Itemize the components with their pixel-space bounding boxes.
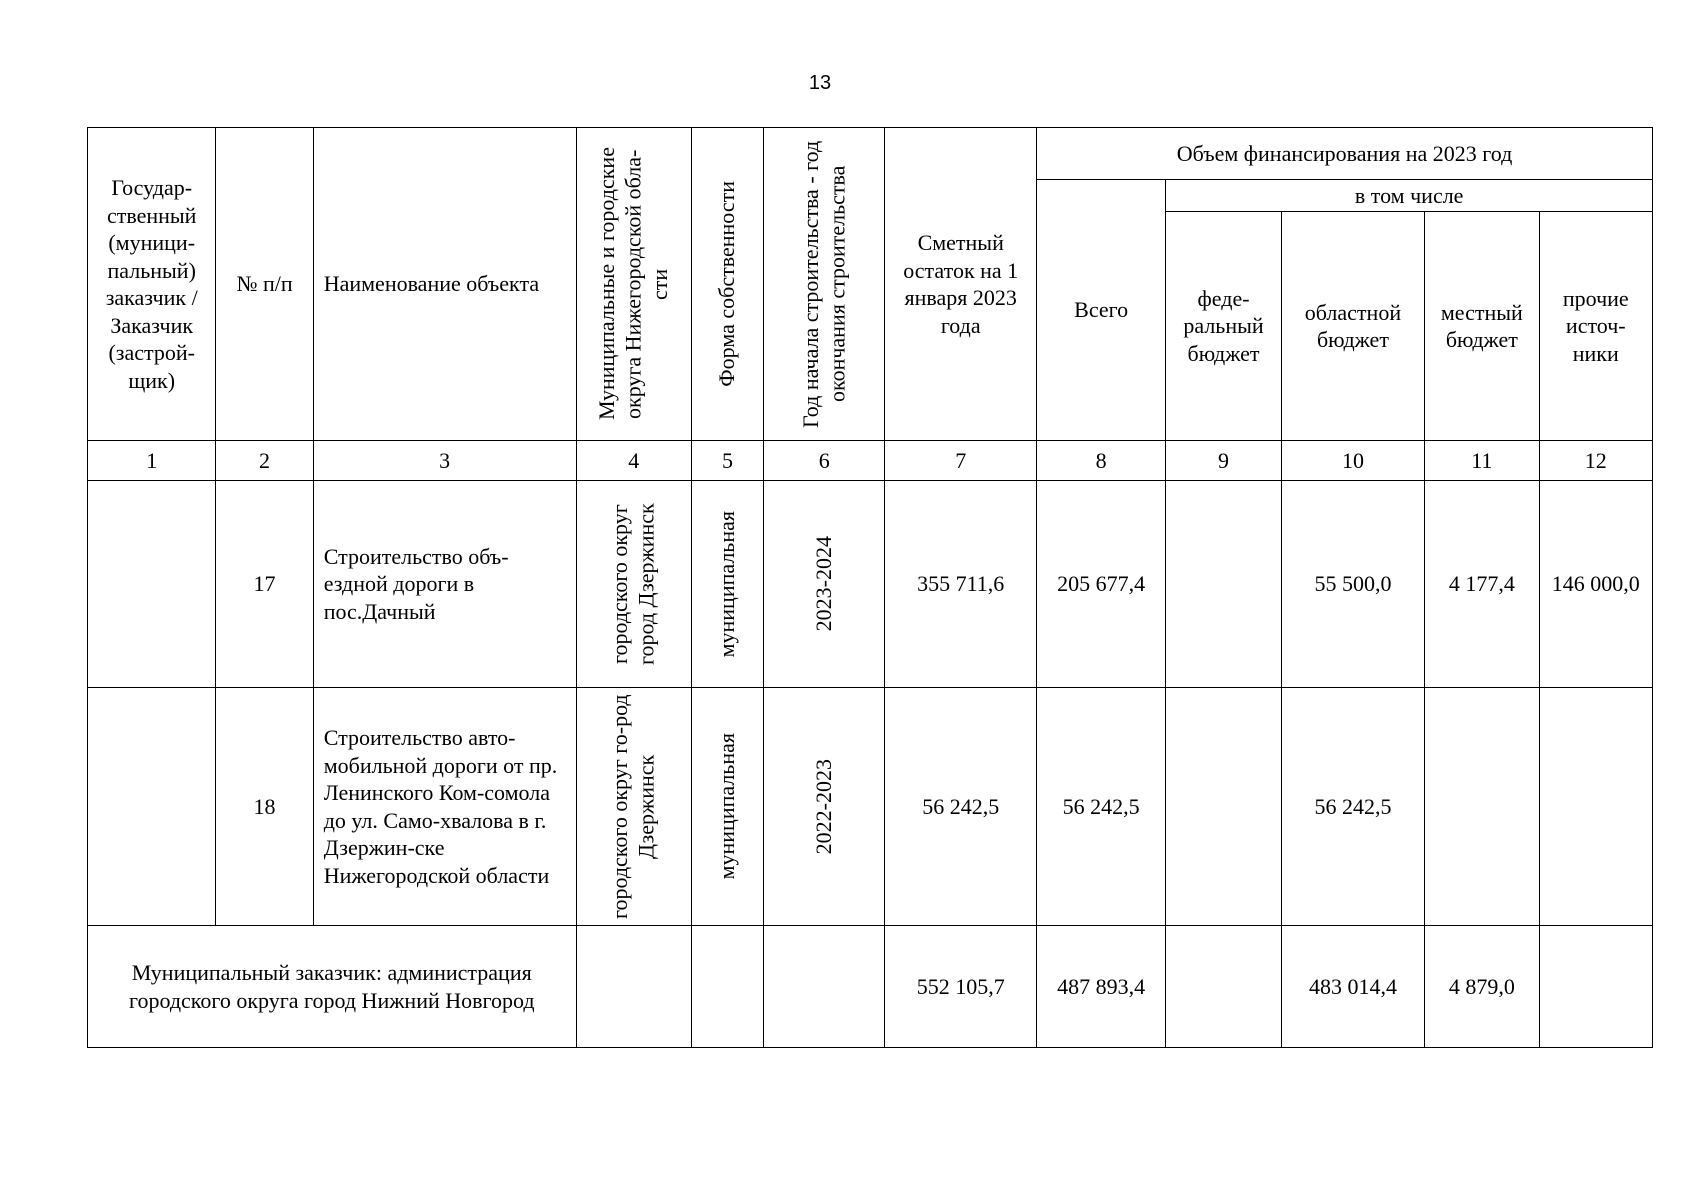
header-object-name: Наименование объекта bbox=[313, 128, 576, 441]
header-total: Всего bbox=[1036, 180, 1165, 441]
cell-customer bbox=[88, 688, 216, 926]
column-number: 5 bbox=[691, 441, 763, 481]
cell-ownership-text: муниципальная bbox=[714, 733, 740, 880]
table-row bbox=[88, 481, 1653, 688]
header-regional-budget: областной бюджет bbox=[1281, 212, 1424, 441]
summary-local: 4 879,0 bbox=[1425, 926, 1539, 1048]
summary-row bbox=[88, 926, 1653, 1048]
header-federal-budget: феде-ральный бюджет bbox=[1166, 212, 1281, 441]
cell-regional: 56 242,5 bbox=[1281, 688, 1424, 926]
header-financing-group: Объем финансирования на 2023 год bbox=[1036, 128, 1652, 180]
header-years-text: Год начала строительства - год окончания строительства bbox=[797, 140, 850, 428]
header-district bbox=[576, 128, 691, 441]
header-number: № п/п bbox=[216, 128, 313, 441]
column-number: 12 bbox=[1539, 441, 1652, 481]
cell-number: 18 bbox=[216, 688, 313, 926]
column-number: 8 bbox=[1036, 441, 1165, 481]
summary-years bbox=[764, 926, 885, 1048]
cell-years bbox=[764, 481, 885, 688]
cell-federal bbox=[1166, 481, 1281, 688]
column-number: 1 bbox=[88, 441, 216, 481]
cell-district bbox=[576, 688, 691, 926]
header-district-text: Муниципальные и городские округа Нижегородской обла-сти bbox=[594, 147, 672, 421]
column-number: 2 bbox=[216, 441, 313, 481]
cell-object-name: Строительство авто-мобильной дороги от пр. Ленинского Ком-сомола до ул. Само-хвалова в г. Дзержин-ске Нижегородской области bbox=[313, 688, 576, 926]
summary-estimate: 552 105,7 bbox=[885, 926, 1036, 1048]
cell-number: 17 bbox=[216, 481, 313, 688]
summary-label: Муниципальный заказчик: администрация городского округа город Нижний Новгород bbox=[88, 926, 577, 1048]
column-number: 9 bbox=[1166, 441, 1281, 481]
cell-total: 205 677,4 bbox=[1036, 481, 1165, 688]
header-years bbox=[764, 128, 885, 441]
cell-ownership bbox=[691, 688, 763, 926]
header-customer: Государ-ственный (муници-пальный) заказчик / Заказчик (застрой-щик) bbox=[88, 128, 216, 441]
table-row bbox=[88, 688, 1653, 926]
cell-estimate: 56 242,5 bbox=[885, 688, 1036, 926]
cell-district-text: городского округ го-род Дзержинск bbox=[607, 694, 659, 919]
header-estimate: Сметный остаток на 1 января 2023 года bbox=[885, 128, 1036, 441]
column-number: 10 bbox=[1281, 441, 1424, 481]
cell-other bbox=[1539, 688, 1652, 926]
header-local-budget: местный бюджет bbox=[1425, 212, 1539, 441]
page-number: 13 bbox=[808, 72, 832, 94]
column-number: 11 bbox=[1425, 441, 1539, 481]
column-number: 7 bbox=[885, 441, 1036, 481]
cell-total: 56 242,5 bbox=[1036, 688, 1165, 926]
cell-other: 146 000,0 bbox=[1539, 481, 1652, 688]
summary-district bbox=[576, 926, 691, 1048]
summary-other bbox=[1539, 926, 1652, 1048]
cell-district bbox=[576, 481, 691, 688]
cell-years-text: 2023-2024 bbox=[811, 536, 837, 632]
header-including-group: в том числе bbox=[1166, 180, 1653, 212]
header-row bbox=[88, 128, 1653, 180]
column-number: 6 bbox=[764, 441, 885, 481]
cell-district-text: городского округ город Дзержинск bbox=[607, 503, 659, 665]
column-number: 4 bbox=[576, 441, 691, 481]
cell-estimate: 355 711,6 bbox=[885, 481, 1036, 688]
column-number-row bbox=[88, 441, 1653, 481]
header-ownership-text: Форма собственности bbox=[714, 181, 740, 387]
cell-ownership-text: муниципальная bbox=[714, 510, 740, 658]
cell-federal bbox=[1166, 688, 1281, 926]
summary-total: 487 893,4 bbox=[1036, 926, 1165, 1048]
cell-years-text: 2022-2023 bbox=[811, 758, 837, 855]
header-other-sources: прочие источ-ники bbox=[1539, 212, 1652, 441]
summary-ownership bbox=[691, 926, 763, 1048]
cell-years bbox=[764, 688, 885, 926]
financing-table bbox=[87, 127, 1653, 1048]
cell-object-name: Строительство объ-ездной дороги в пос.Дачный bbox=[313, 481, 576, 688]
cell-local: 4 177,4 bbox=[1425, 481, 1539, 688]
cell-regional: 55 500,0 bbox=[1281, 481, 1424, 688]
header-ownership bbox=[691, 128, 763, 441]
summary-federal bbox=[1166, 926, 1281, 1048]
column-number: 3 bbox=[313, 441, 576, 481]
cell-local bbox=[1425, 688, 1539, 926]
cell-customer bbox=[88, 481, 216, 688]
cell-ownership bbox=[691, 481, 763, 688]
summary-regional: 483 014,4 bbox=[1281, 926, 1424, 1048]
